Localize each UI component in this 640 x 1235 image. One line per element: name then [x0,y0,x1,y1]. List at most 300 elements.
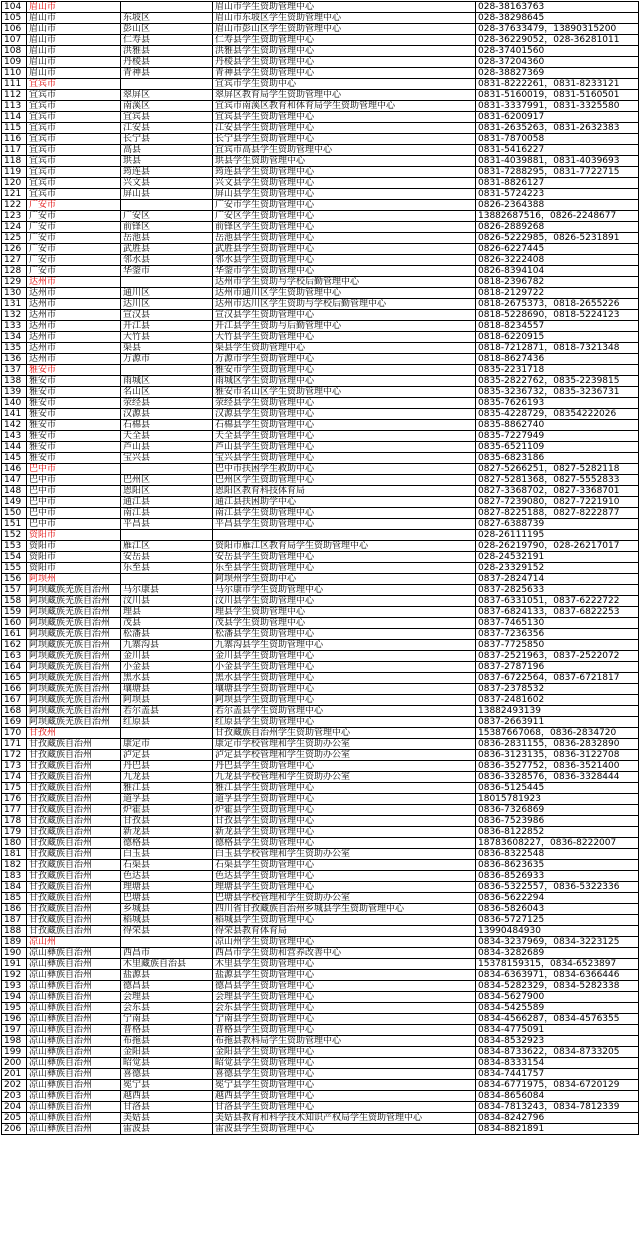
table-row [2,68,639,79]
office-name-cell: 马尔康市学生资助管理中心 [213,585,476,596]
city-cell: 雅安市 [27,398,121,409]
phone-cell: 0826-5222985，0826-5231891 [476,233,639,244]
table-row [2,629,639,640]
phone-cell: 0826-8394104 [476,266,639,277]
table-row [2,145,639,156]
row-number: 190 [2,948,27,959]
phone-cell: 18783608227，0836-8222007 [476,838,639,849]
phone-cell: 0834-8242796 [476,1113,639,1124]
district-cell: 甘孜县 [121,816,213,827]
city-cell: 广安市 [27,266,121,277]
table-row [2,376,639,387]
office-name-cell: 德昌县学生资助管理中心 [213,981,476,992]
city-cell: 凉山彝族自治州 [27,1025,121,1036]
city-cell: 资阳市 [27,541,121,552]
district-cell: 南溪区 [121,101,213,112]
phone-cell: 0831-5416227 [476,145,639,156]
phone-cell: 0836-7326869 [476,805,639,816]
table-row [2,1102,639,1113]
table-row [2,684,639,695]
city-cell: 雅安市 [27,409,121,420]
phone-cell: 0836-8322548 [476,849,639,860]
table-row [2,959,639,970]
row-number: 177 [2,805,27,816]
row-number: 132 [2,310,27,321]
city-cell: 凉山彝族自治州 [27,1069,121,1080]
office-name-cell: 布拖县教科局学生资助管理中心 [213,1036,476,1047]
city-cell: 巴中市 [27,475,121,486]
office-name-cell: 白玉县学校管理和学生资助办公室 [213,849,476,860]
phone-cell: 0835-2231718 [476,365,639,376]
row-number: 119 [2,167,27,178]
table-row [2,464,639,475]
city-cell: 宜宾市 [27,178,121,189]
city-cell: 宜宾市 [27,189,121,200]
phone-cell: 0835-7227949 [476,431,639,442]
office-name-cell: 宝兴县学生资助管理中心 [213,453,476,464]
table-row [2,24,639,35]
city-cell: 宜宾市 [27,79,121,90]
city-cell: 宜宾市 [27,90,121,101]
table-row [2,508,639,519]
city-cell: 眉山市 [27,2,121,13]
city-cell: 达州市 [27,310,121,321]
row-number: 153 [2,541,27,552]
row-number: 166 [2,684,27,695]
row-number: 125 [2,233,27,244]
phone-cell: 0834-5627900 [476,992,639,1003]
office-name-cell: 宣汉县学生资助管理中心 [213,310,476,321]
office-name-cell: 甘孜县学生资助管理中心 [213,816,476,827]
city-cell: 资阳市 [27,552,121,563]
office-name-cell: 雷波县学生资助管理中心 [213,1124,476,1135]
table-row [2,35,639,46]
district-cell: 邻水县 [121,255,213,266]
district-cell: 金川县 [121,651,213,662]
phone-cell: 13990484930 [476,926,639,937]
office-name-cell: 眉山市学生资助管理中心 [213,2,476,13]
row-number: 180 [2,838,27,849]
row-number: 170 [2,728,27,739]
phone-cell: 0837-6824133，0837-6822253 [476,607,639,618]
phone-cell: 0826-3222408 [476,255,639,266]
row-number: 181 [2,849,27,860]
phone-cell: 0837-2378532 [476,684,639,695]
office-name-cell: 美姑县教育和科学技术知识产权局学生资助管理中心 [213,1113,476,1124]
city-cell: 凉山彝族自治州 [27,981,121,992]
city-cell: 达州市 [27,332,121,343]
city-cell: 资阳市 [27,530,121,541]
city-cell: 宜宾市 [27,145,121,156]
district-cell: 甘洛县 [121,1102,213,1113]
phone-cell: 0835-8862740 [476,420,639,431]
phone-cell: 0836-2831155，0836-2832890 [476,739,639,750]
row-number: 124 [2,222,27,233]
district-cell: 盐源县 [121,970,213,981]
city-cell: 凉山彝族自治州 [27,1091,121,1102]
district-cell: 通川区 [121,288,213,299]
office-name-cell: 德格县学生资助管理中心 [213,838,476,849]
phone-cell: 028-37204360 [476,57,639,68]
office-name-cell: 黑水县学生资助管理中心 [213,673,476,684]
table-row [2,244,639,255]
district-cell: 会理县 [121,992,213,1003]
phone-cell: 0827-5281368，0827-5552833 [476,475,639,486]
phone-cell: 0831-7870058 [476,134,639,145]
city-cell: 甘孜藏族自治州 [27,816,121,827]
office-name-cell: 武胜县学生资助管理中心 [213,244,476,255]
phone-cell: 0834-4775091 [476,1025,639,1036]
office-name-cell: 雅安市名山区学生资助管理中心 [213,387,476,398]
city-cell: 甘孜藏族自治州 [27,882,121,893]
table-row [2,827,639,838]
phone-cell: 0827-6388739 [476,519,639,530]
district-cell: 美姑县 [121,1113,213,1124]
row-number: 142 [2,420,27,431]
district-cell [121,79,213,90]
phone-cell: 0827-5266251，0827-5282118 [476,464,639,475]
city-cell: 甘孜藏族自治州 [27,739,121,750]
district-cell: 金阳县 [121,1047,213,1058]
district-cell: 兴文县 [121,178,213,189]
district-cell: 布拖县 [121,1036,213,1047]
office-name-cell: 荥经县学生资助管理中心 [213,398,476,409]
district-cell: 筠连县 [121,167,213,178]
office-name-cell: 达州市达川区学生资助与学校后勤管理中心 [213,299,476,310]
phone-cell: 0831-3337991，0831-3325580 [476,101,639,112]
office-name-cell: 开江县学生资助与后勤管理中心 [213,321,476,332]
city-cell: 凉山州 [27,937,121,948]
phone-cell: 028-37401560 [476,46,639,57]
city-cell: 雅安市 [27,387,121,398]
district-cell: 岳池县 [121,233,213,244]
phone-cell: 0836-5622294 [476,893,639,904]
office-name-cell: 洪雅县学生资助管理中心 [213,46,476,57]
district-cell: 名山区 [121,387,213,398]
phone-cell: 13882493139 [476,706,639,717]
district-cell: 仁寿县 [121,35,213,46]
row-number: 199 [2,1047,27,1058]
table-row [2,596,639,607]
office-name-cell: 九寨沟县学生资助管理中心 [213,640,476,651]
row-number: 111 [2,79,27,90]
table-row [2,101,639,112]
city-cell: 凉山彝族自治州 [27,992,121,1003]
office-name-cell: 宜宾县学生资助管理中心 [213,112,476,123]
phone-cell: 0837-7725850 [476,640,639,651]
district-cell: 青神县 [121,68,213,79]
district-cell: 冕宁县 [121,1080,213,1091]
table-row [2,288,639,299]
phone-cell: 0818-2396782 [476,277,639,288]
city-cell: 雅安市 [27,442,121,453]
office-name-cell: 渠县学生资助管理中心 [213,343,476,354]
phone-cell: 0826-2364388 [476,200,639,211]
phone-cell: 0818-6220915 [476,332,639,343]
district-cell: 普格县 [121,1025,213,1036]
table-row [2,794,639,805]
row-number: 149 [2,497,27,508]
phone-cell: 0836-8623635 [476,860,639,871]
table-row [2,750,639,761]
table-row [2,1047,639,1058]
phone-cell: 028-26219790，028-26217017 [476,541,639,552]
row-number: 147 [2,475,27,486]
district-cell [121,530,213,541]
table-row [2,134,639,145]
district-cell: 雁江区 [121,541,213,552]
office-name-cell: 大竹县学生资助管理中心 [213,332,476,343]
city-cell: 宜宾市 [27,156,121,167]
city-cell: 达州市 [27,299,121,310]
city-cell: 阿坝藏族羌族自治州 [27,695,121,706]
office-name-cell: 华蓥市学生资助管理中心 [213,266,476,277]
office-name-cell: 炉霍县学生资助管理中心 [213,805,476,816]
table-row [2,838,639,849]
office-name-cell: 稻城县学生资助管理中心 [213,915,476,926]
office-name-cell: 通江县扶困助学中心 [213,497,476,508]
district-cell: 色达县 [121,871,213,882]
district-cell: 理塘县 [121,882,213,893]
district-cell: 炉霍县 [121,805,213,816]
city-cell: 凉山彝族自治州 [27,959,121,970]
district-cell: 丹巴县 [121,761,213,772]
row-number: 193 [2,981,27,992]
city-cell: 凉山彝族自治州 [27,1113,121,1124]
row-number: 156 [2,574,27,585]
row-number: 189 [2,937,27,948]
row-number: 120 [2,178,27,189]
row-number: 146 [2,464,27,475]
table-row [2,1091,639,1102]
office-name-cell: 翠屏区教育局学生资助管理中心 [213,90,476,101]
row-number: 134 [2,332,27,343]
office-name-cell: 九龙县学校管理和学生资助办公室 [213,772,476,783]
office-name-cell: 新龙县学生资助管理中心 [213,827,476,838]
phone-cell: 18015781923 [476,794,639,805]
office-name-cell: 青神县学生资助管理中心 [213,68,476,79]
city-cell: 阿坝藏族羌族自治州 [27,585,121,596]
phone-cell: 0837-6331051，0837-6222722 [476,596,639,607]
city-cell: 阿坝藏族羌族自治州 [27,662,121,673]
office-name-cell: 平昌县学生资助管理中心 [213,519,476,530]
table-row [2,387,639,398]
row-number: 109 [2,57,27,68]
table-row [2,365,639,376]
city-cell: 广安市 [27,244,121,255]
table-row [2,860,639,871]
district-cell: 壤塘县 [121,684,213,695]
district-cell [121,277,213,288]
row-number: 175 [2,783,27,794]
district-cell: 昭觉县 [121,1058,213,1069]
table-row [2,871,639,882]
phone-cell: 0836-7523986 [476,816,639,827]
row-number: 143 [2,431,27,442]
office-name-cell: 眉山市彭山区学生资助管理中心 [213,24,476,35]
office-name-cell: 广安市学生资助管理中心 [213,200,476,211]
table-row [2,453,639,464]
table-row [2,948,639,959]
phone-cell: 0834-8733622，0834-8733205 [476,1047,639,1058]
office-name-cell: 恩阳区教育科技体育局 [213,486,476,497]
table-row [2,1025,639,1036]
table-row [2,156,639,167]
office-name-cell: 红原县学生资助管理中心 [213,717,476,728]
phone-cell: 0836-3527752，0836-3521400 [476,761,639,772]
district-cell: 红原县 [121,717,213,728]
phone-cell: 0834-7813243，0834-7812339 [476,1102,639,1113]
office-name-cell: 邻水县学生资助管理中心 [213,255,476,266]
phone-cell: 0826-2889268 [476,222,639,233]
district-cell: 越西县 [121,1091,213,1102]
city-cell: 凉山彝族自治州 [27,1124,121,1135]
row-number: 185 [2,893,27,904]
office-name-cell: 万源市学生资助管理中心 [213,354,476,365]
phone-cell: 028-24532191 [476,552,639,563]
office-name-cell: 前锋区学生资助管理中心 [213,222,476,233]
city-cell: 广安市 [27,200,121,211]
row-number: 162 [2,640,27,651]
district-cell: 巴州区 [121,475,213,486]
phone-cell: 0835-7626193 [476,398,639,409]
table-row [2,1080,639,1091]
phone-cell: 028-23329152 [476,563,639,574]
phone-cell: 0834-3237969，0834-3223125 [476,937,639,948]
district-cell: 芦山县 [121,442,213,453]
city-cell: 巴中市 [27,464,121,475]
phone-cell: 0834-8821891 [476,1124,639,1135]
phone-cell: 0827-7239080，0827-7221910 [476,497,639,508]
district-cell: 江安县 [121,123,213,134]
city-cell: 巴中市 [27,508,121,519]
table-row [2,1058,639,1069]
table-row [2,1003,639,1014]
row-number: 104 [2,2,27,13]
row-number: 152 [2,530,27,541]
row-number: 205 [2,1113,27,1124]
phone-cell: 0831-4039881，0831-4039693 [476,156,639,167]
table-row [2,695,639,706]
district-cell: 汉源县 [121,409,213,420]
table-row [2,1014,639,1025]
city-cell: 宜宾市 [27,112,121,123]
city-cell: 雅安市 [27,376,121,387]
row-number: 203 [2,1091,27,1102]
district-cell [121,365,213,376]
city-cell: 凉山彝族自治州 [27,1003,121,1014]
office-name-cell: 甘洛县学生资助管理中心 [213,1102,476,1113]
office-name-cell: 冕宁县学生资助管理中心 [213,1080,476,1091]
city-cell: 甘孜藏族自治州 [27,805,121,816]
phone-cell: 0836-5322557，0836-5322336 [476,882,639,893]
phone-cell: 028-38163763 [476,2,639,13]
office-name-cell: 小金县学生资助管理中心 [213,662,476,673]
row-number: 130 [2,288,27,299]
row-number: 121 [2,189,27,200]
phone-cell: 0837-2663911 [476,717,639,728]
district-cell: 宣汉县 [121,310,213,321]
phone-cell: 0831-5160019，0831-5160501 [476,90,639,101]
phone-cell: 0818-2129722 [476,288,639,299]
table-row [2,211,639,222]
office-name-cell: 松潘县学生资助管理中心 [213,629,476,640]
phone-cell: 0818-2675373，0818-2655226 [476,299,639,310]
phone-cell: 0831-8826127 [476,178,639,189]
phone-cell: 0818-8234557 [476,321,639,332]
table-row [2,79,639,90]
phone-cell: 0835-2822762，0835-2239815 [476,376,639,387]
city-cell: 广安市 [27,233,121,244]
row-number: 176 [2,794,27,805]
row-number: 200 [2,1058,27,1069]
phone-cell: 0835-4228729，08354222026 [476,409,639,420]
table-row [2,46,639,57]
office-name-cell: 道孚县学生资助管理中心 [213,794,476,805]
office-name-cell: 安岳县学生资助管理中心 [213,552,476,563]
district-cell: 开江县 [121,321,213,332]
phone-cell: 0835-6823186 [476,453,639,464]
table-row [2,123,639,134]
office-name-cell: 长宁县学生资助管理中心 [213,134,476,145]
row-number: 123 [2,211,27,222]
city-cell: 阿坝藏族羌族自治州 [27,717,121,728]
city-cell: 甘孜藏族自治州 [27,893,121,904]
office-name-cell: 南江县学生资助管理中心 [213,508,476,519]
row-number: 141 [2,409,27,420]
office-name-cell: 阿坝州学生资助中心 [213,574,476,585]
district-cell: 雷波县 [121,1124,213,1135]
office-name-cell: 越西县学生资助管理中心 [213,1091,476,1102]
phone-cell: 0835-3236732，0835-3236731 [476,387,639,398]
row-number: 196 [2,1014,27,1025]
district-cell: 宜宾县 [121,112,213,123]
table-row [2,937,639,948]
phone-cell: 0837-2481602 [476,695,639,706]
row-number: 110 [2,68,27,79]
office-name-cell: 巴州区学生资助管理中心 [213,475,476,486]
row-number: 198 [2,1036,27,1047]
city-cell: 广安市 [27,222,121,233]
district-cell: 万源市 [121,354,213,365]
row-number: 192 [2,970,27,981]
office-name-cell: 金阳县学生资助管理中心 [213,1047,476,1058]
office-name-cell: 宜宾市南溪区教育和体育局学生资助管理中心 [213,101,476,112]
table-row [2,915,639,926]
district-cell: 黑水县 [121,673,213,684]
table-row [2,728,639,739]
row-number: 131 [2,299,27,310]
district-cell: 长宁县 [121,134,213,145]
district-cell: 康定市 [121,739,213,750]
office-name-cell: 四川省甘孜藏族自治州乡城县学生资助管理中心 [213,904,476,915]
district-cell: 会东县 [121,1003,213,1014]
table-row [2,783,639,794]
table-row [2,530,639,541]
table-row [2,618,639,629]
table-row [2,299,639,310]
table-row [2,475,639,486]
row-number: 137 [2,365,27,376]
district-cell [121,937,213,948]
table-row [2,552,639,563]
city-cell: 甘孜藏族自治州 [27,838,121,849]
row-number: 135 [2,343,27,354]
table-row [2,805,639,816]
district-cell: 稻城县 [121,915,213,926]
row-number: 154 [2,552,27,563]
city-cell: 雅安市 [27,453,121,464]
